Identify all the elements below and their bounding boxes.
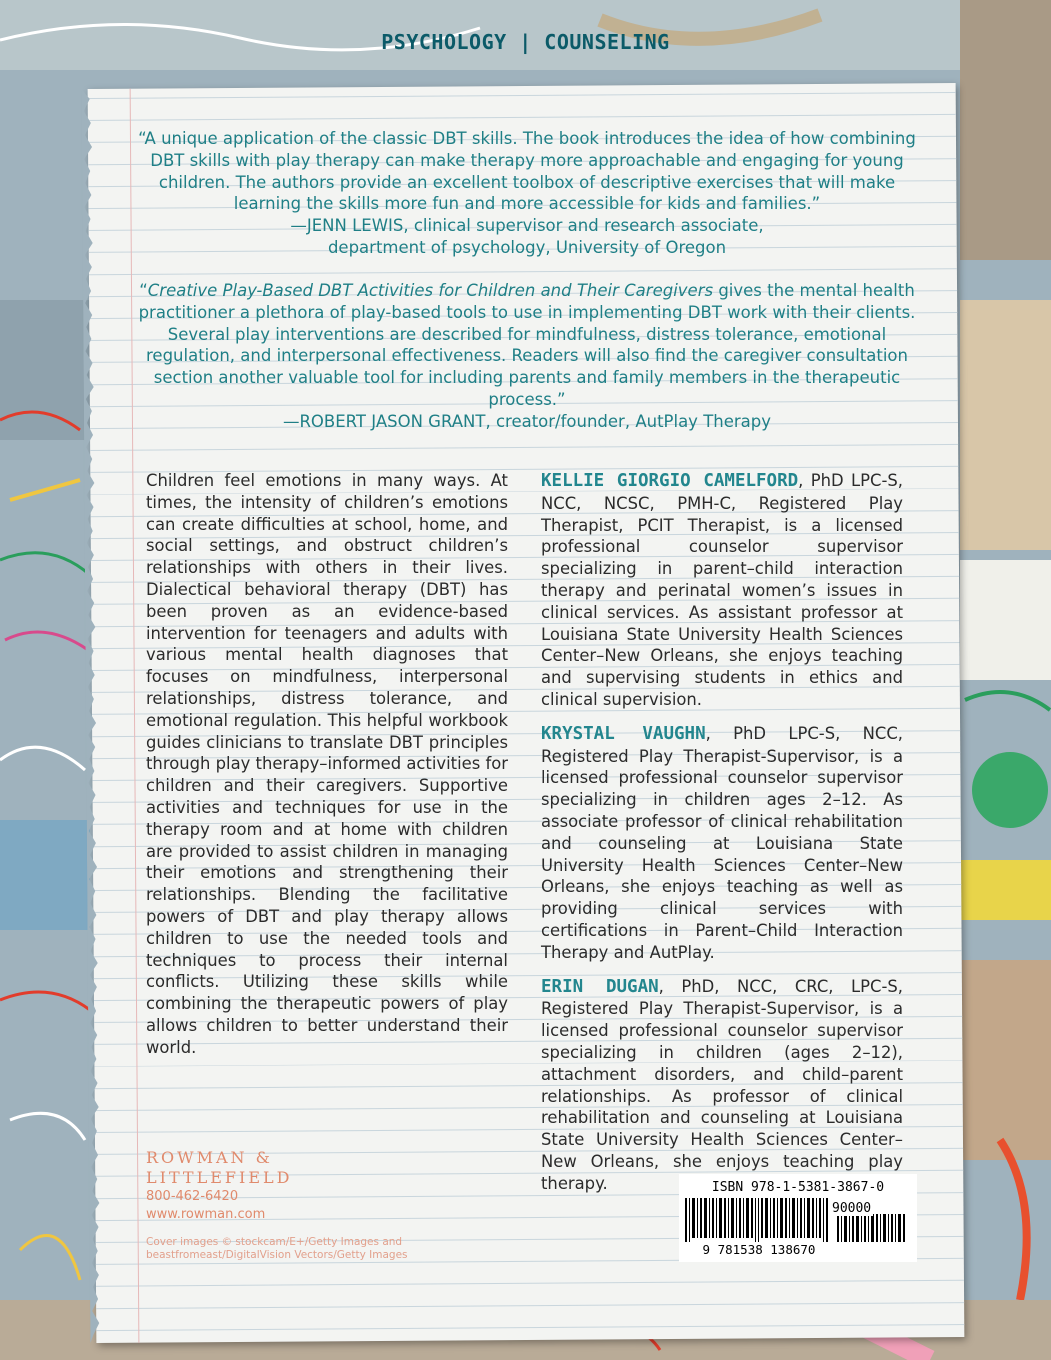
author-bio-2 (541, 723, 903, 964)
endorsement-quote-1 (130, 128, 924, 259)
book-description: Children feel emotions in many ways. At times, the intensity of children’s emotions can create difficulties at school, home, and social settings, and obstruct children’s relationships with others in their lives. Dialectical behavioral therapy (DBT) has been proven as an evidence-based intervention for teenagers and adults with various mental health diagnoses that focuses on mindfulness, interpersonal relationships, distress tolerance, and emotional regulation. This helpful workbook guides clinicians to translate DBT principles through play therapy–informed activities for children and their caregivers. Supportive activities and techniques for use in the therapy room and at home with children are provided to assist children in managing their emotions and strengthening their relationships. Blending the facilitative powers of DBT and play therapy allows children to use the needed tools and techniques to process their internal conflicts. Utilizing these skills while combining the therapeutic powers of play allows children to better understand their world. (146, 471, 509, 1057)
ean-digits: 9 781538 138670 (702, 1242, 816, 1257)
isbn-label: ISBN 978-1-5381-3867-0 (711, 1180, 885, 1195)
publisher-name-line-1: ROWMAN & (146, 1148, 273, 1167)
author-name-1: KELLIE GIORGIO CAMELFORD (541, 471, 799, 491)
publisher-name-line-2: LITTLEFIELD (146, 1168, 293, 1187)
author-bio-3 (541, 976, 903, 1195)
quote-1-text: “A unique application of the classic DBT skills. The book introduces the idea of how combining DBT skills with play therapy can make therapy more approachable and engaging for young children. The authors provide an excellent toolbox of descriptive exercises that will make learning the skills more fun and more accessible for kids and families.” (138, 129, 916, 214)
publisher-block (146, 1148, 292, 1224)
barcode-bars-icon (685, 1198, 911, 1242)
author-bio-text-3: , PhD, NCC, CRC, LPC-S, Registered Play Therapist-Supervisor, is a licensed professional counselor supervisor specializing in children (ages 2–12), attachment disorders, and child–parent relationships. As professor of clinical rehabilitation and counseling at Louisiana State University Health Sciences Center–New Orleans, she enjoys teaching play therapy. (541, 976, 903, 1193)
author-name-3: ERIN DUGAN (541, 976, 659, 997)
isbn-barcode (679, 1174, 917, 1262)
quote-2-book-title: Creative Play-Based DBT Activities for Children and Their Caregivers (147, 281, 714, 300)
endorsement-quote-2 (130, 280, 924, 433)
price-code: 90000 (832, 1201, 872, 1216)
author-name-2: KRYSTAL VAUGHN (541, 723, 706, 744)
paper-margin-line (130, 89, 140, 1343)
quote-1-attribution-line-2: department of psychology, University of Oregon (327, 237, 727, 257)
quote-2-body: gives the mental health practitioner a plethora of play-based tools to use in implementing DBT work with their clients. Several play interventions are described for mindfulness, distress tolerance, emotional regulation, and interpersonal effectiveness. Readers will also find the caregiver consultation section another valuable tool for including parents and family members in the therapeutic process.” (138, 281, 916, 409)
author-bio-text-1: , PhD LPC-S, NCC, NCSC, PMH-C, Registered Play Therapist, PCIT Therapist, is a licensed professional counselor supervisor specializing in parent–child interaction therapy and perinatal women’s issues in clinical services. As assistant professor at Louisiana State University Health Sciences Center–New Orleans, she enjoys teaching and supervising students in ethics and clinical supervision. (541, 471, 903, 709)
publisher-phone: 800-462-6420 (146, 1189, 239, 1204)
quote-1-attribution-line-1: —JENN LEWIS, clinical supervisor and research associate, (290, 216, 764, 236)
cover-image-credits: Cover images © stockcam/E+/Getty Images and beastfromeast/DigitalVision Vectors/Getty Images (146, 1236, 408, 1261)
quote-2-open-mark: “ (139, 281, 148, 300)
author-bios (541, 470, 903, 1207)
category-label: PSYCHOLOGY | COUNSELING (381, 30, 670, 54)
quote-2-attribution: —ROBERT JASON GRANT, creator/founder, AutPlay Therapy (282, 411, 772, 431)
author-bio-1 (541, 470, 903, 711)
publisher-website[interactable]: www.rowman.com (146, 1207, 266, 1222)
author-bio-text-2: , PhD LPC-S, NCC, Registered Play Therapist-Supervisor, is a licensed professional counselor supervisor specializing in children ages 2–12. As associate professor of clinical rehabilitation and counseling at Louisiana State University Health Sciences Center–New Orleans, she enjoys teaching as well as providing clinical services with certifications in Parent–Child Interaction Therapy and AutPlay. (541, 723, 903, 962)
quote-2-text (130, 280, 924, 411)
